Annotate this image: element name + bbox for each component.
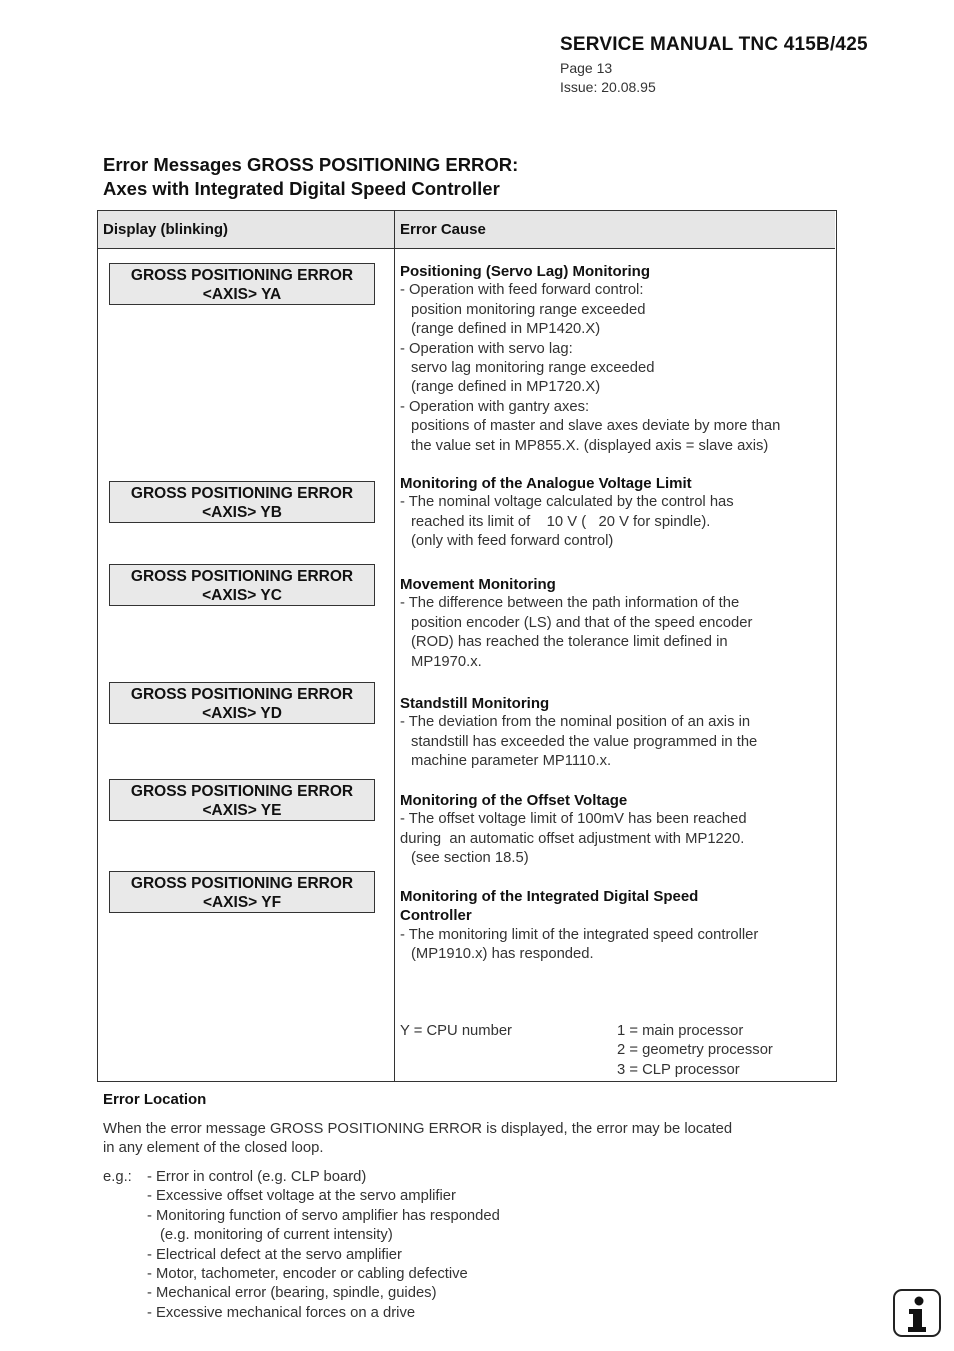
cause-line: machine parameter MP1110.x. (411, 753, 612, 770)
info-glyph-icon (895, 1291, 939, 1335)
display-box-ya (109, 263, 375, 305)
cause-title: Monitoring of the Integrated Digital Speed (400, 888, 699, 905)
cause-line: - The difference between the path information of the (400, 595, 740, 612)
display-text: GROSS POSITIONING ERROR (130, 267, 354, 284)
para-line: in any element of the closed loop. (103, 1140, 324, 1157)
cause-line: (MP1910.x) has responded. (411, 946, 594, 963)
display-text: GROSS POSITIONING ERROR (130, 875, 354, 892)
cause-line: reached its limit of 10 V ( 20 V for spindle). (411, 513, 711, 530)
list-item: - Excessive offset voltage at the servo amplifier (147, 1188, 456, 1205)
display-axis: <AXIS> YD (202, 705, 282, 722)
cause-line: (ROD) has reached the tolerance limit defined in (411, 634, 728, 651)
error-location-heading: Error Location (103, 1091, 207, 1108)
list-item: - Electrical defect at the servo amplifier (147, 1246, 402, 1263)
display-text: GROSS POSITIONING ERROR (130, 686, 354, 703)
cpu-value: 1 = main processor (617, 1023, 744, 1039)
display-text: GROSS POSITIONING ERROR (130, 568, 354, 585)
cause-offset-voltage (400, 791, 830, 869)
display-box-ye (109, 779, 375, 821)
doc-title-line2: Axes with Integrated Digital Speed Controller (103, 178, 500, 199)
display-box-yc (109, 564, 375, 606)
cause-line: position monitoring range exceeded (411, 301, 646, 318)
cause-line: (only with feed forward control) (411, 533, 614, 550)
cause-servo-lag (400, 262, 830, 456)
doc-title-line1: Error Messages GROSS POSITIONING ERROR: (103, 154, 519, 175)
cause-line: during an automatic offset adjustment with MP1220. (400, 830, 745, 847)
list-item: - Motor, tachometer, encoder or cabling defective (147, 1266, 468, 1283)
list-item: - Mechanical error (bearing, spindle, guides) (147, 1285, 437, 1302)
manual-title: SERVICE MANUAL TNC 415B/425 (560, 34, 868, 55)
display-axis: <AXIS> YB (202, 504, 282, 521)
list-item: (e.g. monitoring of current intensity) (160, 1227, 393, 1244)
cause-line: positions of master and slave axes deviate by more than (411, 418, 781, 435)
cause-title: Standstill Monitoring (400, 695, 550, 712)
error-location-list (147, 1168, 500, 1323)
display-box-yd (109, 682, 375, 724)
list-item: - Monitoring function of servo amplifier has responded (147, 1207, 500, 1224)
page-number: Page 13 (560, 60, 613, 76)
display-text: GROSS POSITIONING ERROR (130, 783, 354, 800)
list-item: - Error in control (e.g. CLP board) (147, 1169, 367, 1185)
display-axis: <AXIS> YA (202, 286, 282, 303)
cause-speed-controller (400, 887, 830, 965)
cause-line: servo lag monitoring range exceeded (411, 360, 655, 377)
cause-line: - The nominal voltage calculated by the control has (400, 494, 734, 511)
eg-label: e.g.: (103, 1169, 132, 1185)
cause-line: - Operation with feed forward control: (400, 282, 644, 299)
display-axis: <AXIS> YC (202, 587, 282, 604)
cause-title: Positioning (Servo Lag) Monitoring (400, 263, 650, 280)
cause-line: - The monitoring limit of the integrated speed controller (400, 926, 759, 943)
display-text: GROSS POSITIONING ERROR (130, 485, 354, 502)
cause-line: MP1970.x. (411, 653, 482, 670)
cause-title: Monitoring of the Analogue Voltage Limit (400, 475, 692, 492)
cause-line: (see section 18.5) (411, 850, 529, 867)
cpu-label: Y = CPU number (400, 1023, 512, 1039)
cause-title: Monitoring of the Offset Voltage (400, 792, 628, 809)
cause-line: standstill has exceeded the value programmed in the (411, 733, 758, 750)
display-box-yb (109, 481, 375, 523)
display-box-yf (109, 871, 375, 913)
error-location-paragraph (103, 1120, 803, 1159)
info-icon (893, 1289, 941, 1337)
cause-title: Movement Monitoring (400, 576, 556, 593)
cause-line: position encoder (LS) and that of the speed encoder (411, 614, 753, 631)
issue-date: Issue: 20.08.95 (560, 79, 656, 95)
cause-movement (400, 575, 830, 672)
column-header-cause: Error Cause (400, 221, 486, 238)
display-axis: <AXIS> YF (202, 894, 282, 911)
cause-line: (range defined in MP1720.X) (411, 379, 601, 396)
list-item: - Excessive mechanical forces on a drive (147, 1304, 416, 1321)
cause-line: - The deviation from the nominal position of an axis in (400, 714, 751, 731)
cpu-values (617, 1022, 773, 1080)
cause-line: - Operation with gantry axes: (400, 398, 590, 415)
para-line: When the error message GROSS POSITIONING ERROR is displayed, the error may be located (103, 1121, 733, 1137)
cpu-value: 3 = CLP processor (617, 1061, 740, 1078)
cause-line: the value set in MP855.X. (displayed axis = slave axis) (411, 437, 769, 454)
cause-line: - Operation with servo lag: (400, 340, 573, 357)
cause-line: - The offset voltage limit of 100mV has been reached (400, 811, 747, 828)
display-axis: <AXIS> YE (202, 802, 282, 819)
column-divider (394, 210, 395, 1081)
cpu-value: 2 = geometry processor (617, 1042, 773, 1059)
column-header-display: Display (blinking) (103, 221, 229, 238)
cause-standstill (400, 694, 830, 772)
cause-line: (range defined in MP1420.X) (411, 321, 601, 338)
cause-analogue-voltage (400, 474, 830, 552)
cause-title: Controller (400, 907, 472, 925)
